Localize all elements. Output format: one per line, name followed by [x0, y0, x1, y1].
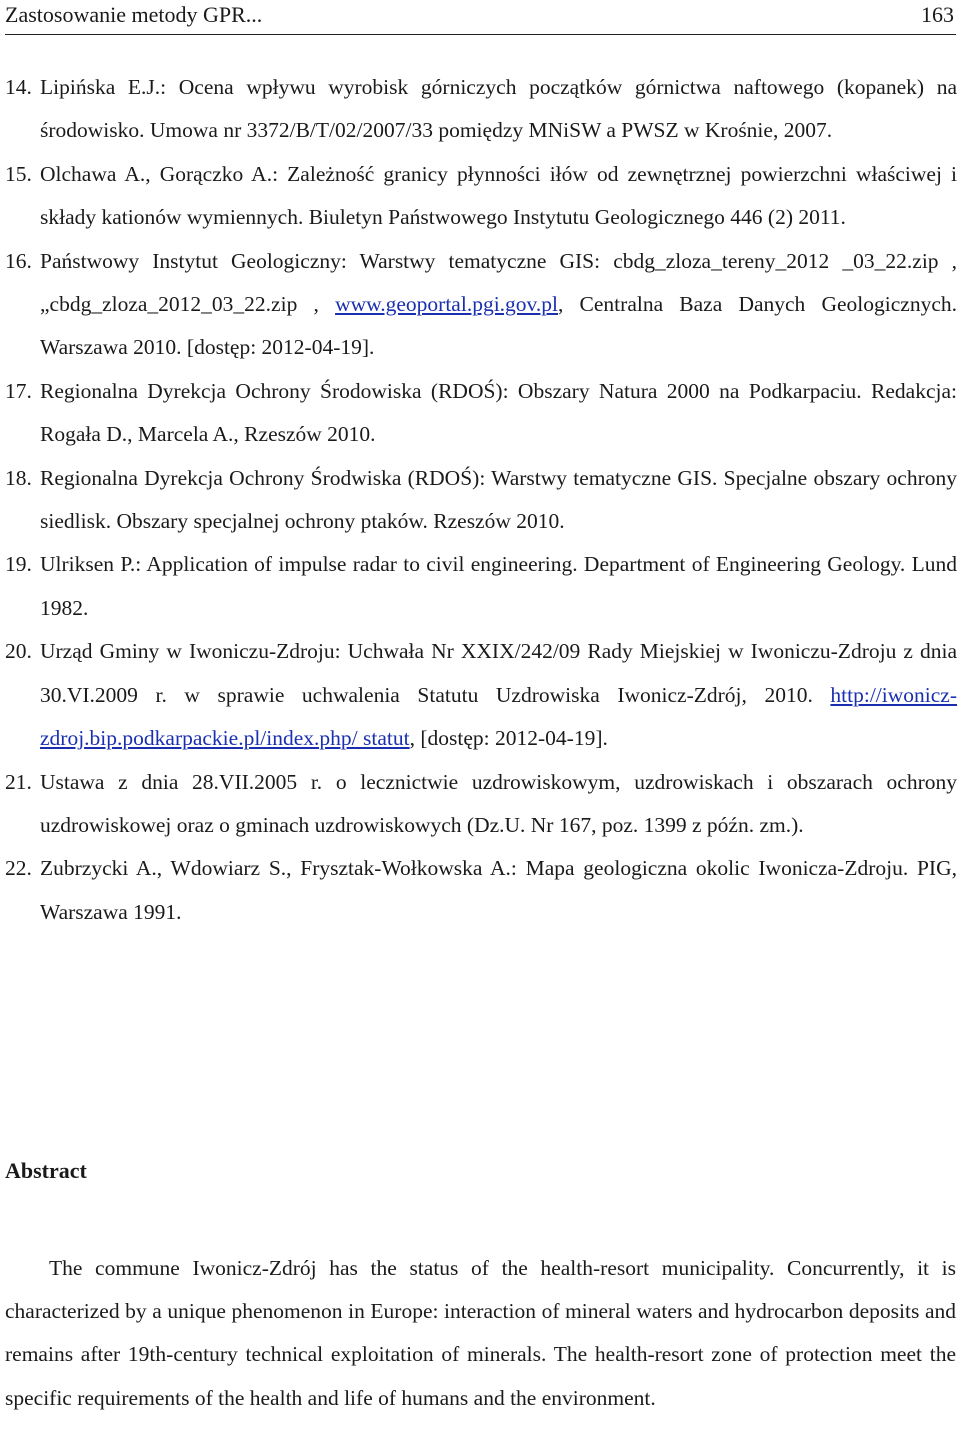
reference-number: 16. — [5, 248, 32, 273]
reference-number: 17. — [5, 378, 32, 403]
reference-item — [5, 761, 957, 848]
reference-item — [5, 543, 957, 630]
page-number: 163 — [921, 2, 954, 27]
reference-text: Regionalna Dyrekcja Ochrony Środwiska (RDOŚ): Warstwy tematyczne GIS. Specjalne obszary ochrony siedlisk. Obszary specjalnej ochrony ptaków. Rzeszów 2010. — [40, 465, 957, 534]
geoportal-link[interactable]: www.geoportal.pgi.gov.pl — [335, 292, 558, 317]
reference-number: 20. — [5, 639, 32, 664]
reference-text-part: Państwowy Instytut Geologiczny: Warstwy tematyczne GIS: cbdg_zloza_tereny_2012 _03_22.zip , „cbdg_zloza_2012_03_22.zip , — [40, 248, 957, 317]
reference-item — [5, 630, 957, 760]
reference-text: Lipińska E.J.: Ocena wpływu wyrobisk górniczych początków górnictwa naftowego (kopanek) na środowisko. Umowa nr 3372/B/T/02/2007/33 pomiędzy MNiSW a PWSZ w Krośnie, 2007. — [40, 75, 957, 143]
reference-number: 22. — [5, 856, 32, 881]
reference-item — [5, 240, 957, 370]
running-title: Zastosowanie metody GPR... — [5, 2, 263, 27]
reference-number: 19. — [5, 552, 32, 577]
reference-text-part: , Centralna Baza Danych Geologicznych. Warszawa 2010. [dostęp: 2012-04-19]. — [40, 292, 957, 360]
reference-text: Ulriksen P.: Application of impulse radar to civil engineering. Department of Engineering Geology. Lund 1982. — [40, 552, 957, 620]
reference-number: 18. — [5, 465, 32, 490]
reference-number: 15. — [5, 161, 32, 186]
reference-text — [40, 630, 957, 760]
reference-text-part: , [dostęp: 2012-04-19]. — [409, 726, 608, 751]
reference-list — [5, 66, 957, 934]
running-header — [5, 0, 956, 35]
reference-item — [5, 457, 957, 544]
abstract-body: The commune Iwonicz-Zdrój has the status of the health-resort municipality. Concurrently, it is characterized by a unique phenomenon in Europe: interaction of mineral waters and hydrocarbon deposits and remains after 19th-century technical exploitation of minerals. The health-resort zone of protection meet the specific requirements of the health and life of humans and the environment. — [5, 1255, 956, 1410]
bip-statute-link[interactable]: http://iwonicz-zdroj.bip.podkarpackie.pl/index.php/ statut — [40, 682, 957, 751]
reference-text: Olchawa A., Gorączko A.: Zależność granicy płynności iłów od zewnętrznej powierzchni właściwej i składy kationów wymiennych. Biuletyn Państwowego Instytutu Geologicznego 446 (2) 2011. — [40, 161, 957, 230]
reference-item — [5, 847, 957, 934]
reference-text: Ustawa z dnia 28.VII.2005 r. o lecznictwie uzdrowiskowym, uzdrowiskach i obszarach ochrony uzdrowiskowej oraz o gminach uzdrowiskowych (Dz.U. Nr 167, poz. 1399 z późn. zm.). — [40, 769, 957, 837]
reference-item — [5, 370, 957, 457]
reference-number: 14. — [5, 75, 32, 99]
reference-item — [5, 153, 957, 240]
reference-text — [40, 240, 957, 370]
reference-item — [5, 66, 957, 153]
reference-text: Regionalna Dyrekcja Ochrony Środowiska (RDOŚ): Obszary Natura 2000 na Podkarpaciu. Redakcja: Rogała D., Marcela A., Rzeszów 2010. — [40, 378, 957, 447]
reference-text-part: Urząd Gminy w Iwoniczu-Zdroju: Uchwała Nr XXIX/242/09 Rady Miejskiej w Iwoniczu-Zdroju z dnia 30.VI.2009 r. w sprawie uchwalenia Statutu Uzdrowiska Iwonicz-Zdrój, 2010. — [40, 639, 957, 707]
abstract-heading: Abstract — [5, 1158, 87, 1183]
reference-number: 21. — [5, 769, 32, 794]
reference-text: Zubrzycki A., Wdowiarz S., Frysztak-Wołkowska A.: Mapa geologiczna okolic Iwonicza-Zdroju. PIG, Warszawa 1991. — [40, 856, 957, 924]
